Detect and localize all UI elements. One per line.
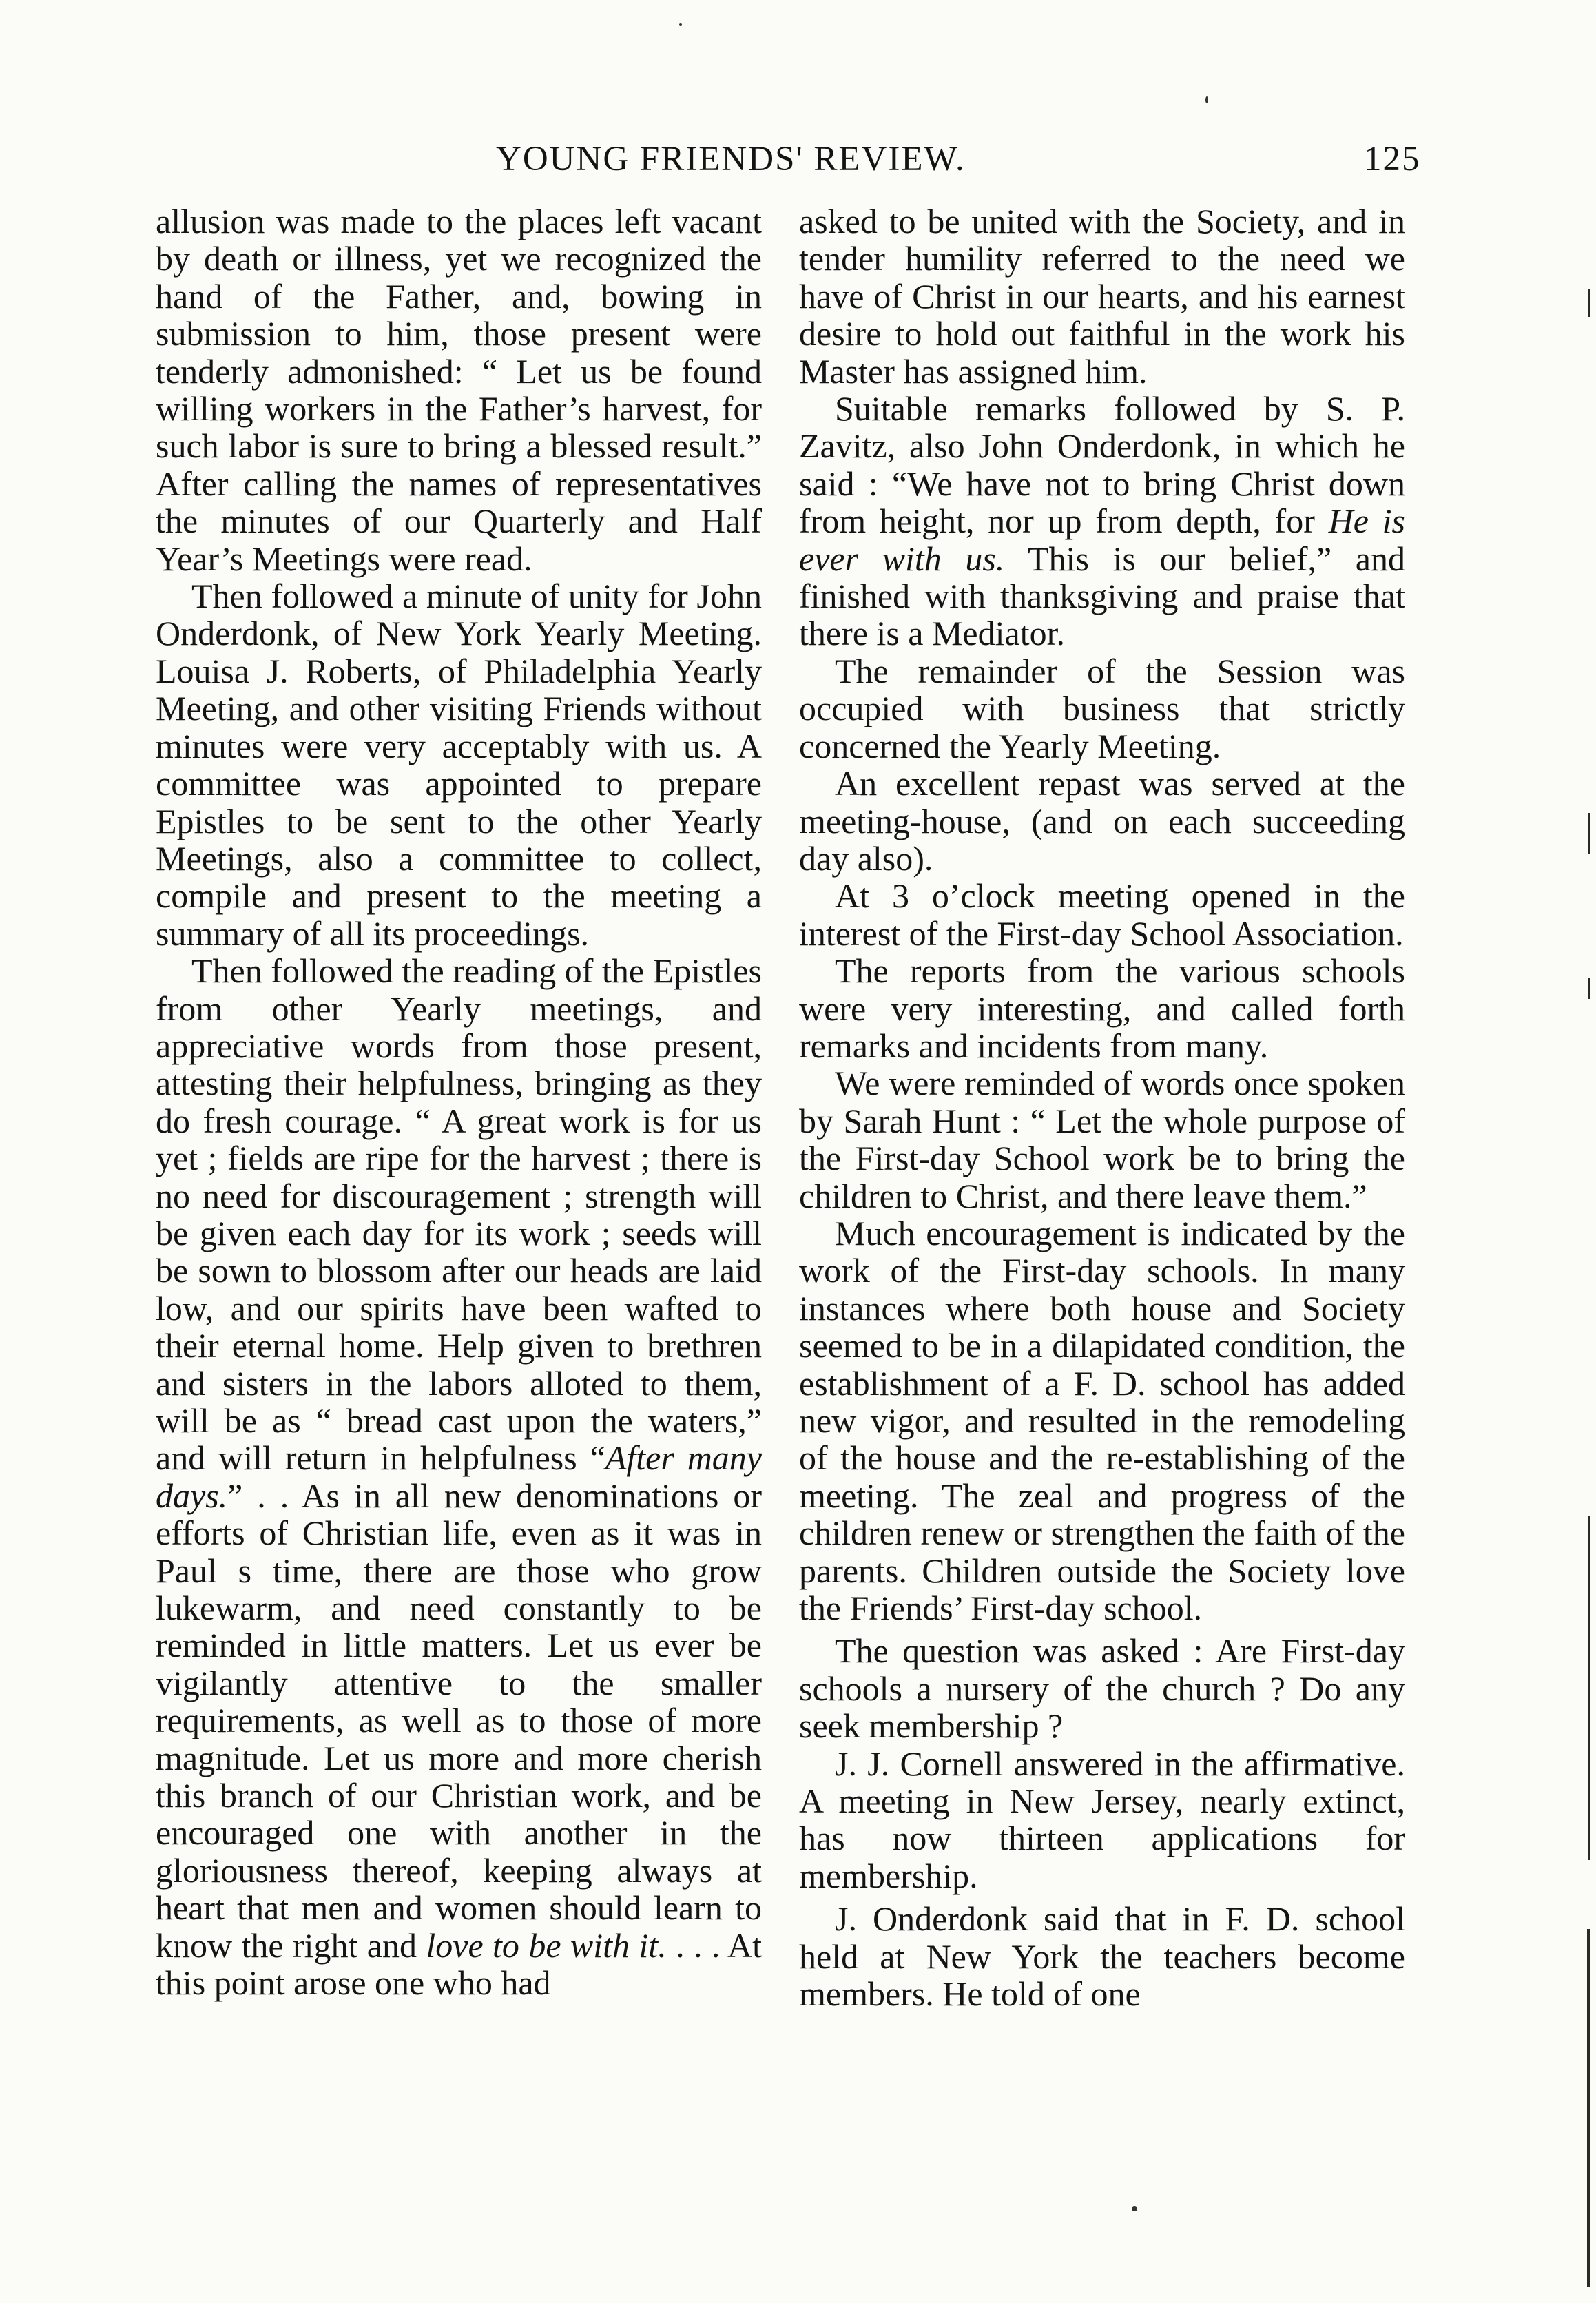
right-column [799,203,1405,2013]
paragraph: We were reminded of words once spoken by Sarah Hunt : “ Let the whole purpose of the First-day School work be to bring the children to Christ, and there leave them.” [799,1064,1405,1215]
italic-phrase: He is ever with us. [799,502,1406,578]
scan-edge-mark [1588,1516,1590,1860]
running-title: YOUNG FRIENDS' REVIEW. [496,140,966,178]
text-run: Then followed the reading of the Epistles from other Yearly meetings, and appreciative words from those present, attesting their helpfulness, bringing as they do fresh courage. “ A great work is for us yet ; fields are ripe for the harvest ; there is no need for discouragement ; strength will be given each day for its work ; seeds will be sown to blossom after our heads are laid low, and our spirits have been wafted to their eternal home. Help given to brethren and sisters in the labors alloted to them, will be as “ bread cast upon the waters,” and will return in helpfulness “ [156,951,762,1478]
scan-edge-mark [1588,813,1590,854]
paragraph: Much encouragement is indicated by the work of the First-day schools. In many instances where both house and Society seemed to be in a dilapidated condition, the establishment of a F. D. school has added new vigor, and resulted in the remodeling of the house and the re-establishing of the meeting. The zeal and progress of the children renew or strengthen the faith of the parents. Children outside the Society love the Friends’ First-day school. [799,1213,1405,1628]
page-header [0,135,1596,183]
paragraph: An excellent repast was served at the meeting-house, (and on each succeeding day also). [799,764,1405,878]
paragraph: J. J. Cornell answered in the affirmative. A meeting in New Jersey, nearly extinct, has now thirteen applications for membership. [799,1744,1405,1895]
paragraph: At 3 o’clock meeting opened in the interest of the First-day School Association. [799,876,1405,953]
left-column [156,203,762,2002]
paragraph: J. Onderdonk said that in F. D. school held at New York the teachers become members. He told of one [799,1899,1405,2014]
paragraph: The remainder of the Session was occupied with business that strictly concerned the Yearly Meeting. [799,651,1405,765]
paragraph: asked to be united with the Society, and in tender humility referred to the need we have of Christ in our hearts, and his earnest desire to hold out faithful in the work his Master has assigned him. [799,202,1405,391]
paragraph: The question was asked : Are First-day schools a nursery of the church ? Do any seek membership ? [799,1631,1405,1746]
italic-phrase: After many days. [156,1438,762,1515]
text-run: ” . . As in all new denominations or efforts of Christian life, even as it was in Paul s time, there are those who grow lukewarm, and need constantly to be reminded in little matters. Let us ever be vigilantly attentive to the smaller requirements, as well as to those of more magnitude. Let us more and more cherish this branch of our Christian work, and be encouraged one with another in the gloriousness thereof, keeping always at heart that men and women should learn to know the right and [156,1476,762,1965]
scan-speck [1132,2206,1137,2211]
text-run: This is our belief,” and finished with thanksgiving and praise that there is a Mediator. [799,539,1405,653]
paragraph: Then followed a minute of unity for John Onderdonk, of New York Yearly Meeting. Louisa J. Roberts, of Philadelphia Yearly Meeting, and other visiting Friends without minutes were very acceptably with us. A committee was appointed to prepare Epistles to be sent to the other Yearly Meetings, also a committee to collect, compile and present to the meeting a summary of all its proceedings. [156,577,762,953]
scan-edge-mark [1587,1929,1590,2287]
scan-edge-mark [1588,978,1590,999]
paragraph: allusion was made to the places left vacant by death or illness, yet we recognized the hand of the Father, and, bowing in submission to him, those present were tenderly admonished: “ Let us be found willing workers in the Father’s harvest, for such labor is sure to bring a blessed result.” After calling the names of representatives the minutes of our Quarterly and Half Year’s Meetings were read. [156,202,762,578]
scan-edge-mark [1588,289,1590,317]
paragraph: The reports from the various schools were very interesting, and called forth remarks and incidents from many. [799,951,1405,1065]
scan-speck [1205,96,1208,103]
paragraph [799,390,1405,652]
scan-speck [679,23,682,26]
paragraph [156,952,762,2001]
text-run: Suitable remarks followed by S. P. Zavitz, also John Onderdonk, in which he said : “We have not to bring Christ down from height, nor up from depth, for [799,389,1405,541]
page-number: 125 [1364,140,1421,178]
text-run: . . . At this point arose one who had [156,1925,762,2003]
italic-phrase: love to be with it. [426,1925,667,1965]
